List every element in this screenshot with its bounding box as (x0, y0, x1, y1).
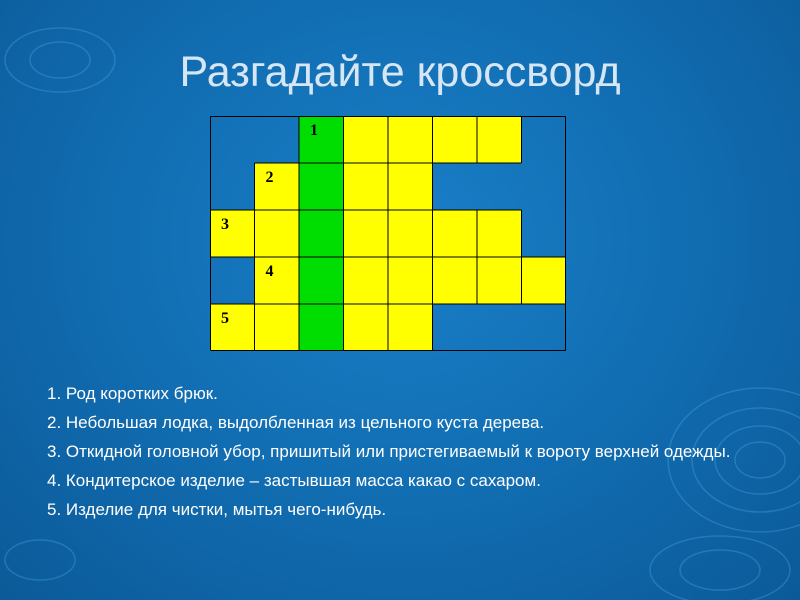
clue-list (47, 383, 767, 528)
clue-number-label: 4 (265, 263, 274, 280)
clue-item: 4. Кондитерское изделие – застывшая масса какао с сахаром. (47, 471, 541, 490)
clue-item: 2. Небольшая лодка, выдолбленная из цельного куста дерева. (47, 413, 545, 432)
clue-number-label: 1 (310, 122, 318, 139)
clue-item: 3. Откидной головной убор, пришитый или пристегиваемый к вороту верхней одежды. (47, 442, 731, 461)
clue-number-label: 2 (265, 169, 274, 186)
clue-item: 1. Род коротких брюк. (47, 384, 218, 403)
clue-number-label: 5 (221, 310, 229, 327)
clue-number-label: 3 (221, 216, 229, 233)
clue-item: 5. Изделие для чистки, мытья чего-нибудь. (47, 500, 387, 519)
crossword-grid-lines (210, 116, 570, 356)
slide-title: Разгадайте кроссворд (179, 48, 621, 96)
